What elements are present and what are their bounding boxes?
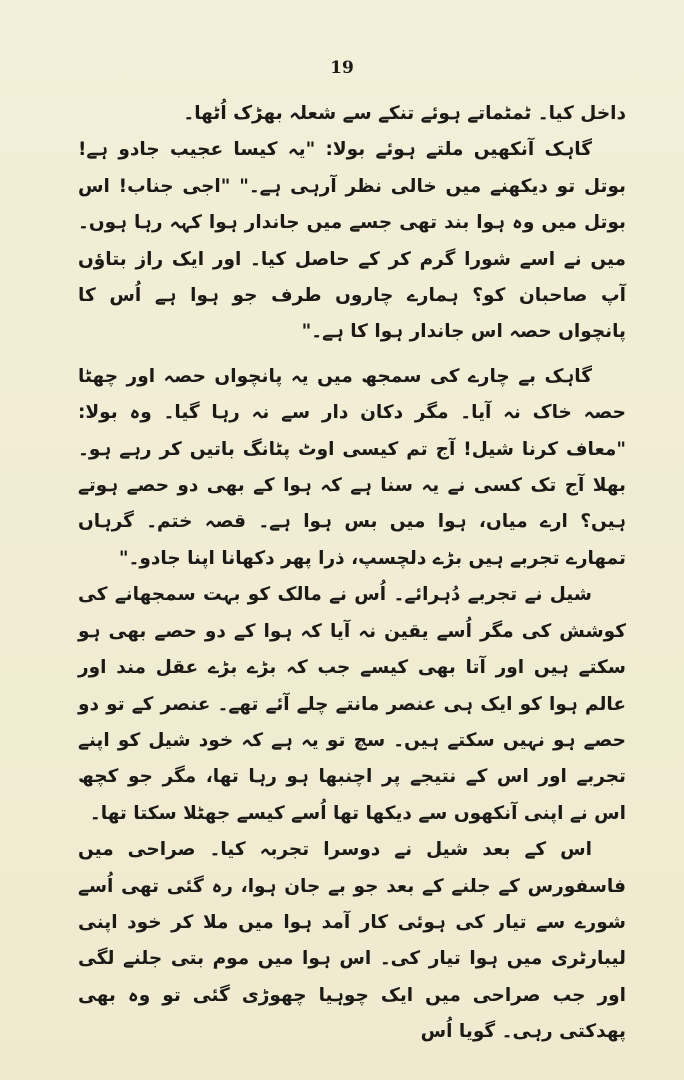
paragraph-4: شیل نے تجربے دُہرائے۔ اُس نے مالک کو بہت سمجھانے کی کوشش کی مگر اُسے یقین نہ آیا کہ ہوا کے دو حصے بھی ہو سکتے ہیں اور آتا بھی کیسے جب کہ بڑے بڑے عقل مند اور عالم ہوا کو ایک ہی عنصر مانتے چلے آئے تھے۔ عنصر کے تو دو حصے ہو نہیں سکتے ہیں۔ سچ تو یہ ہے کہ خود شیل کو اپنے تجربے اور اس کے نتیجے پر اچنبھا ہو رہا تھا، مگر جو کچھ اس نے اپنی آنکھوں سے دیکھا تھا اُسے کیسے جھٹلا سکتا تھا۔: [78, 584, 626, 824]
paragraph-5: اس کے بعد شیل نے دوسرا تجربہ کیا۔ صراحی میں فاسفورس کے جلنے کے بعد جو بے جان ہوا، رہ گئی تھی اُسے شورے سے تیار کی ہوئی کار آمد ہوا میں ملا کر خود اپنی لیبارٹری میں ہوا تیار کی۔ اس ہوا میں موم بتی جلنے لگی اور جب صراحی میں ایک چوہیا چھوڑی گئی تو وہ بھی پھدکتی رہی۔ گویا اُس: [78, 839, 626, 1043]
paragraph-2: گاہک آنکھیں ملتے ہوئے بولا: "یہ کیسا عجیب جادو ہے! بوتل تو دیکھنے میں خالی نظر آرہی ہے۔" "اجی جناب! اس بوتل میں وہ ہوا بند تھی جسے میں جاندار ہوا کہہ رہا ہوں۔ میں نے اسے شورا گرم کر کے حاصل کیا۔ اور ایک راز بتاؤں آپ صاحبان کو؟ ہمارے چاروں طرف جو ہوا ہے اُس کا پانچواں حصہ اس جاندار ہوا کا ہے۔": [78, 139, 626, 343]
page-body-text: [78, 96, 626, 1051]
page-number: 19: [330, 58, 354, 78]
paragraph-1: داخل کیا۔ ٹمٹماتے ہوئے تنکے سے شعلہ بھڑک اُٹھا۔: [183, 103, 626, 124]
paragraph-3: گاہک بے چارے کی سمجھ میں یہ پانچواں حصہ اور چھٹا حصہ خاک نہ آیا۔ مگر دکان دار سے نہ رہا گیا۔ وہ بولا: "معاف کرنا شیل! آج تم کیسی اوٹ پٹانگ باتیں کر رہے ہو۔ بھلا آج تک کسی نے یہ سنا ہے کہ ہوا کے بھی دو حصے ہوتے ہیں؟ ارے میاں، ہوا میں بس ہوا ہے۔ قصہ ختم۔ گرہاں تمھارے تجربے ہیں بڑے دلچسپ، ذرا پھر دکھانا اپنا جادو۔": [78, 365, 626, 569]
